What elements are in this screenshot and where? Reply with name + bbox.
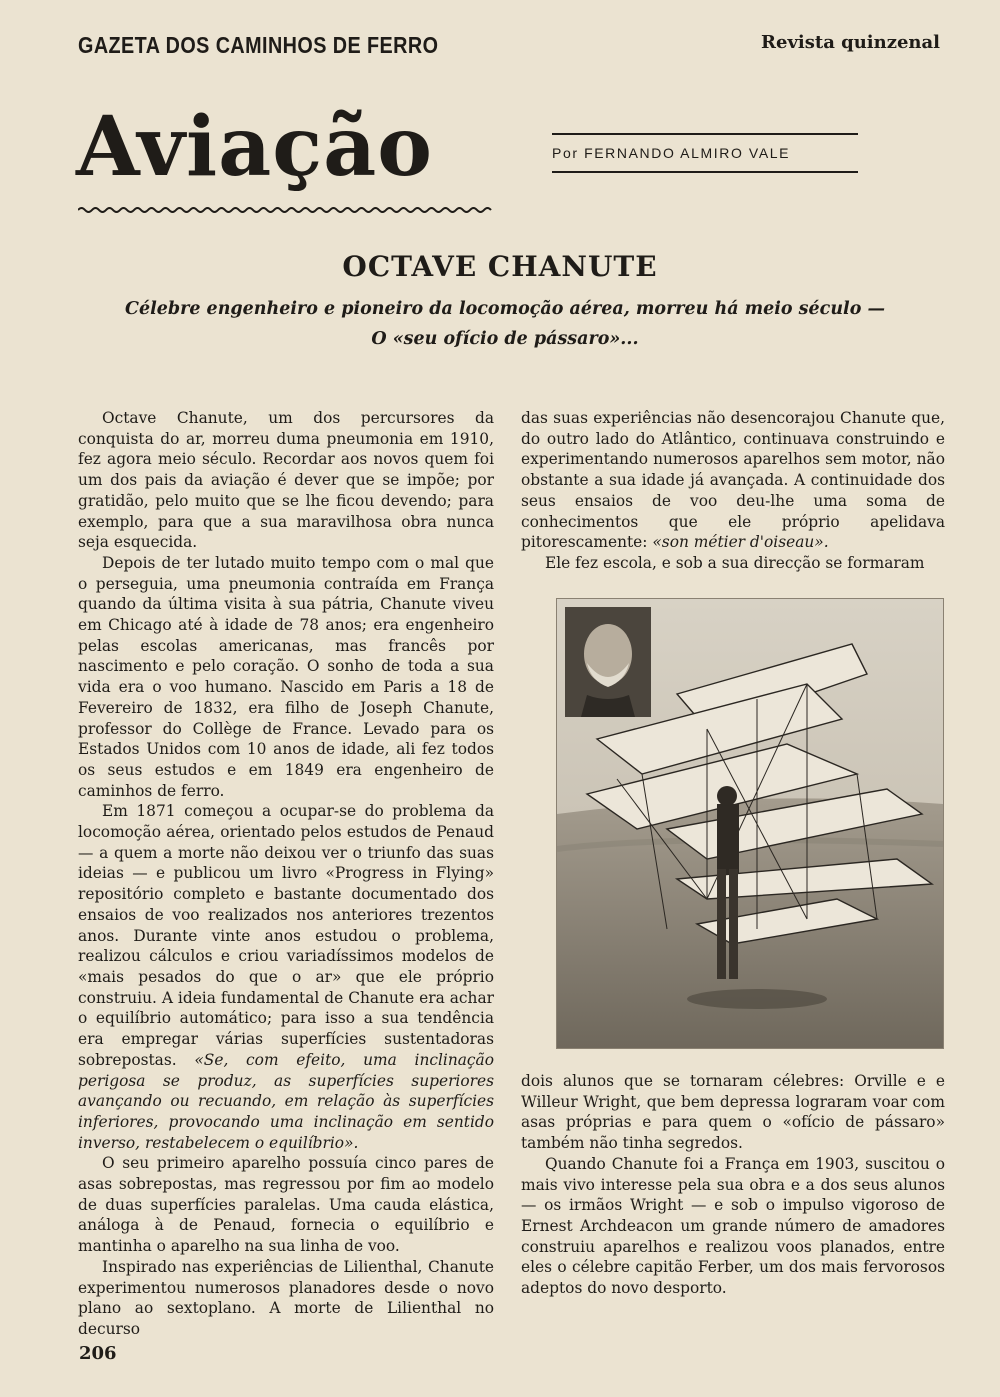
paragraph-wright: dois alunos que se tornaram célebres: Orville e e Willeur Wright, que bem depressa lograram voar com asas próprias e para quem o «ofício de pássaro» também não tinha segredos. bbox=[521, 1072, 945, 1153]
paragraph-5: Inspirado nas experiências de Lilienthal, Chanute experimentou numerosos planadores desde o novo plano ao sextoplano. A morte de Lilienthal no decurso bbox=[78, 1257, 494, 1338]
paragraph-france: Quando Chanute foi a França em 1903, suscitou o mais vivo interesse pela sua obra e a dos seus alunos — os irmãos Wright — e sob o impulso vigoroso de Ernest Archdeacon um grande número de amadores construiu aparelhos e realizou voos planados, entre eles o célebre capitão Ferber, um dos mais fervorosos adeptos do novo desporto. bbox=[521, 1154, 945, 1298]
article-subtitle bbox=[70, 294, 940, 354]
paragraph-3 bbox=[78, 801, 494, 1153]
author-byline: Por FERNANDO ALMIRO VALE bbox=[552, 145, 791, 161]
paragraph-4: O seu primeiro aparelho possuía cinco pares de asas sobrepostas, mas regressou por fim ao modelo de duas superfícies paralelas. Uma cauda elástica, análoga à de Penaud, fornecia o equilíbrio e mantinha o aparelho na sua linha de voo. bbox=[78, 1154, 494, 1256]
subtitle-line-2: O «seu ofício de pássaro»... bbox=[371, 329, 639, 349]
subtitle-line-1: Célebre engenheiro e pioneiro da locomoção aérea, morreu há meio século — bbox=[125, 299, 885, 319]
continuation-text: das suas experiências não desencorajou Chanute que, do outro lado do Atlântico, continuava construindo e experimentando numerosos aparelhos sem motor, não obstante a sua idade já avançada. A continuidade dos seus ensaios de voo deu-lhe uma soma de conhecimentos que ele próprio apelidava pitorescamente: bbox=[521, 409, 945, 552]
right-column-bottom bbox=[521, 1071, 945, 1299]
page-number: 206 bbox=[79, 1343, 117, 1364]
periodicity-label: Revista quinzenal bbox=[761, 32, 940, 53]
left-column bbox=[78, 408, 494, 1340]
paragraph-continuation bbox=[521, 408, 945, 553]
glider-illustration bbox=[557, 599, 943, 1048]
article-title: OCTAVE CHANUTE bbox=[342, 250, 658, 283]
paragraph-2: Depois de ter lutado muito tempo com o mal que o perseguia, uma pneumonia contraída em França quando da última visita à sua pátria, Chanute viveu em Chicago até à idade de 78 anos; era engenheiro pelas escolas americanas, mas francês por nascimento e pelo coração. O sonho de toda a sua vida era o voo humano. Nascido em Paris a 18 de Fevereiro de 1832, era filho de Joseph Chanute, professor do Collège de France. Levado para os Estados Unidos com 10 anos de idade, ali fez todos os seus estudos e em 1849 era engenheiro de caminhos de ferro. bbox=[78, 553, 494, 800]
right-column-top bbox=[521, 408, 945, 574]
section-title: Aviação bbox=[76, 99, 433, 195]
continuation-quote: «son métier d'oiseau». bbox=[652, 533, 829, 552]
paragraph-3-quote: «Se, com efeito, uma inclinação perigosa se produz, as superfícies superiores avançando ou recuando, em relação às superfícies inferiores, provocando uma inclinação em sentido inverso, restabelecem o equilíbrio». bbox=[78, 1050, 494, 1152]
paragraph-1: Octave Chanute, um dos percursores da conquista do ar, morreu duma pneumonia em 1910, fez agora meio século. Recordar aos novos quem foi um dos pais da aviação é dever que se impõe; por gratidão, pelo muito que se lhe ficou devendo; para exemplo, para que a sua maravilhosa obra nunca seja esquecida. bbox=[78, 409, 494, 552]
publication-name: GAZETA DOS CAMINHOS DE FERRO bbox=[78, 32, 439, 58]
paragraph-3-text: Em 1871 começou a ocupar-se do problema da locomoção aérea, orientado pelos estudos de Penaud — a quem a morte não deixou ver o triunfo das suas ideias — e publicou um livro «Progress in Flying» repositório completo e bastante documentado dos ensaios de voo realizados nos anteriores trezentos anos. Durante vinte anos estudou o problema, realizou cálculos e criou variadíssimos modelos de «mais pesados do que o ar» que ele próprio construiu. A ideia fundamental de Chanute era achar o equilíbrio automático; para isso a sua tendência era empregar várias superfícies sustentadoras sobrepostas. bbox=[78, 802, 494, 1069]
byline-rule-box bbox=[552, 133, 858, 173]
wavy-divider bbox=[78, 206, 492, 214]
glider-photo bbox=[556, 598, 944, 1049]
paragraph-school: Ele fez escola, e sob a sua direcção se formaram bbox=[545, 553, 925, 572]
